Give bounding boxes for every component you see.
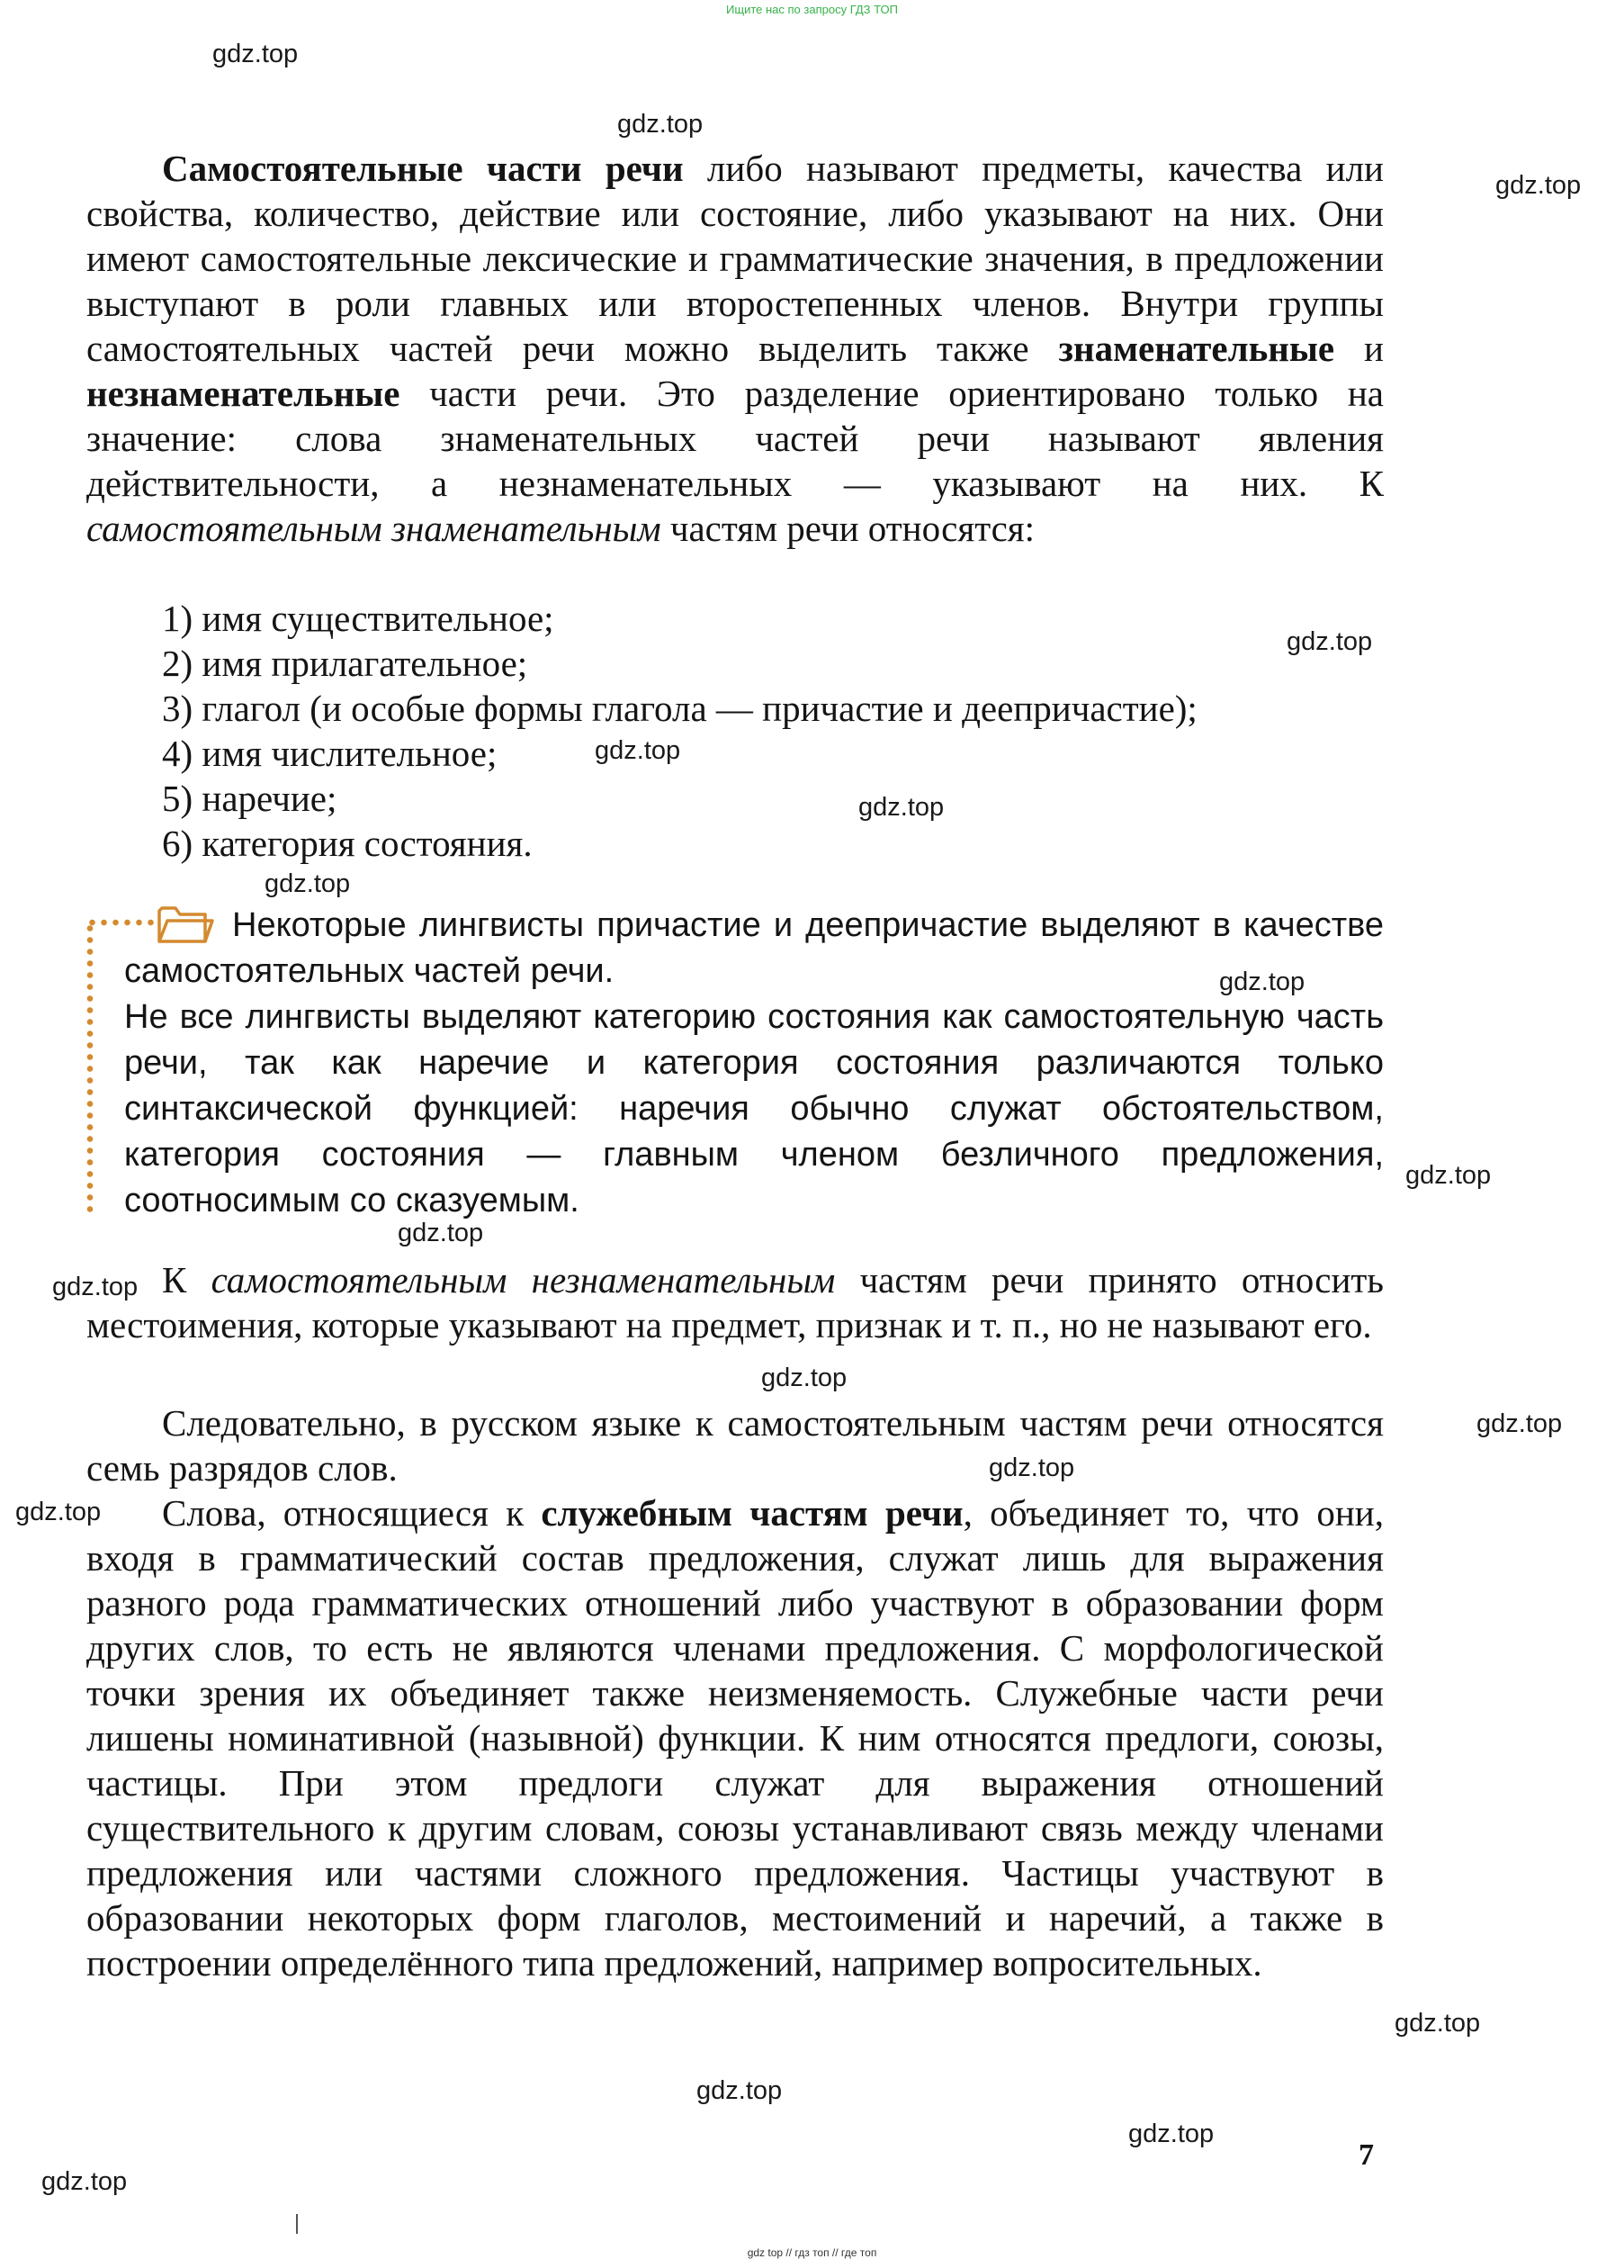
watermark: gdz.top bbox=[52, 1273, 139, 1301]
watermark: gdz.top bbox=[41, 2167, 128, 2196]
watermark: gdz.top bbox=[1495, 171, 1582, 200]
watermark: gdz.top bbox=[212, 40, 299, 68]
watermark: gdz.top bbox=[1476, 1409, 1563, 1438]
note-block bbox=[86, 903, 1384, 1220]
note-dotted-rail bbox=[86, 922, 94, 1212]
parts-of-speech-list bbox=[162, 596, 1198, 866]
watermark: gdz.top bbox=[1128, 2120, 1215, 2148]
term-independent-parts: Самостоятельные части речи bbox=[162, 148, 684, 189]
top-banner: Ищите нас по запросу ГДЗ ТОП bbox=[726, 3, 898, 16]
note-text bbox=[124, 903, 1384, 1224]
list-item: 3) глагол (и особые формы глагола — причастие и деепричастие); bbox=[162, 688, 1198, 729]
watermark: gdz.top bbox=[15, 1498, 102, 1526]
margin-mark bbox=[296, 2214, 298, 2234]
bottom-banner: gdz top // гдз топ // где топ bbox=[747, 2246, 877, 2259]
watermark: gdz.top bbox=[858, 793, 945, 822]
watermark: gdz.top bbox=[989, 1454, 1075, 1482]
list-item: 4) имя числительное; bbox=[162, 733, 498, 774]
watermark: gdz.top bbox=[595, 736, 681, 765]
paragraph-summary: Следовательно, в русском языке к самостоятельным частям речи относятся семь разрядов слов. bbox=[86, 1402, 1384, 1489]
watermark: gdz.top bbox=[398, 1219, 484, 1247]
paragraph-function-words: Слова, относящиеся к служебным частям речи, объединяет то, что они, входя в грамматический состав предложения, служат лишь для выражения разного рода грамматических отношений либо участвуют в образовании форм других слов, то есть не являются членами предложения. С морфологической точки зрения их объединяет также неизменяемость. Служебные части речи лишены номинативной (назывной) функции. К ним относятся предлоги, союзы, частицы. При этом предлоги служат для выражения отношений существительного к другим словам, союзы устанавливают связь между членами предложения или частями сложного предложения. Частицы участвуют в образовании некоторых форм глаголов, местоимений и наречий, а также в построении определённого типа предложений, например вопросительных. bbox=[86, 1492, 1384, 1984]
list-item: 5) наречие; bbox=[162, 778, 337, 819]
watermark: gdz.top bbox=[617, 110, 704, 139]
watermark: gdz.top bbox=[761, 1364, 848, 1392]
note-paragraph: Некоторые лингвисты причастие и деепричастие выделяют в качестве самостоятельных частей речи. bbox=[124, 906, 1384, 990]
watermark: gdz.top bbox=[696, 2076, 783, 2105]
intro-paragraph: Самостоятельные части речи либо называют предметы, качества или свойства, количество, действие или состояние, либо указывают на них. Они имеют самостоятельные лексические и грамматические значения, в предложении выступают в роли главных или второстепенных членов. Внутри группы самостоятельных частей речи можно выделить также знаменательные и незнаменательные части речи. Это разделение ориентировано только на значение: слова знаменательных частей речи называют явления действительности, а незнаменательных — указывают на них. К самостоятельным знаменательным частям речи относятся: bbox=[86, 148, 1385, 549]
watermark: gdz.top bbox=[1219, 968, 1305, 996]
watermark: gdz.top bbox=[1287, 627, 1373, 656]
list-item: 6) категория состояния. bbox=[162, 823, 533, 864]
watermark: gdz.top bbox=[1405, 1161, 1492, 1190]
page-number: 7 bbox=[1359, 2138, 1374, 2172]
list-item: 2) имя прилагательное; bbox=[162, 643, 528, 684]
note-paragraph: Не все лингвисты выделяют категорию состояния как самостоятельную часть речи, так как наречие и категория состояния различаются только синтаксической функцией: наречия обычно служат обстоятельством, категория состояния — главным членом безличного предложения, соотносимым со сказуемым. bbox=[124, 998, 1384, 1220]
watermark: gdz.top bbox=[1395, 2009, 1481, 2038]
list-item: 1) имя существительное; bbox=[162, 598, 554, 639]
paragraph-pronouns: К самостоятельным незнаменательным частям речи принято относить местоимения, которые указывают на предмет, признак и т. п., но не называют его. bbox=[86, 1259, 1384, 1346]
watermark: gdz.top bbox=[265, 869, 351, 898]
